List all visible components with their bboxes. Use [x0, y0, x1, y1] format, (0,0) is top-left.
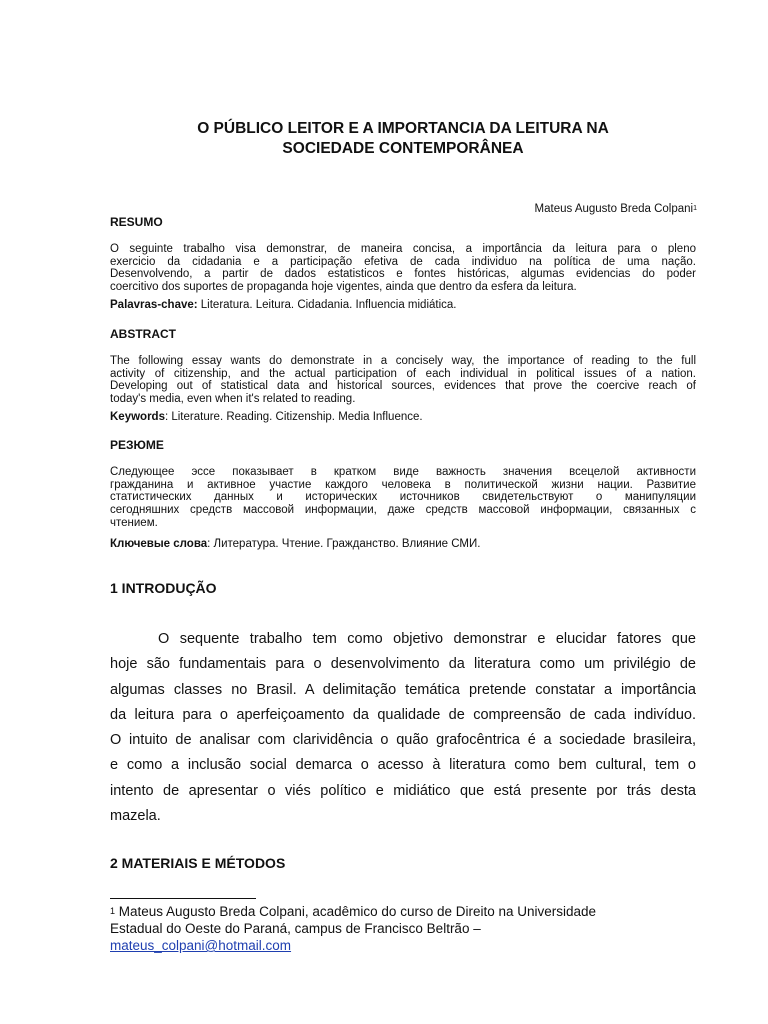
resumo-line: coercitivo dos suportes de propaganda hoje vigentes, ainda que dentro da esfera da leitura.: [110, 281, 577, 294]
resumo-line: exercicio da cidadania e a participação efetiva de cada individuo na política de uma nação.: [110, 255, 696, 268]
body-line: hoje são fundamentais para o desenvolvimento da literatura como um privilégio de: [110, 656, 696, 673]
footnote-text-1: Mateus Augusto Breda Colpani, acadêmico do curso de Direito na Universidade: [115, 904, 597, 919]
footnote-email-link[interactable]: mateus_colpani@hotmail.com: [110, 938, 292, 953]
footnote-line-3: [110, 937, 696, 954]
section-1-heading: 1 INTRODUÇÃO: [110, 580, 217, 596]
footnote-separator: [110, 898, 256, 899]
abstract-heading: ABSTRACT: [110, 327, 176, 341]
rezyume-line: чтением.: [110, 516, 158, 529]
author-footnote-mark[interactable]: 1: [693, 205, 697, 212]
resumo-line: O seguinte trabalho visa demonstrar, de maneira concisa, a importância da leitura para o pleno: [110, 243, 696, 255]
section-2-heading: 2 MATERIAIS E MÉTODOS: [110, 855, 286, 871]
resumo-keywords-text: Literatura. Leitura. Cidadania. Influencia midiática.: [197, 299, 457, 311]
resumo-body: [110, 243, 696, 294]
paper-title: [110, 119, 696, 159]
abstract-line: activity of citizenship, and the actual participation of each individual in political issues of a nation.: [110, 367, 696, 380]
body-line: O sequente trabalho tem como objetivo demonstrar e elucidar fatores que: [158, 631, 696, 647]
rezyume-body: [110, 466, 696, 530]
abstract-body: [110, 355, 696, 406]
author-text: Mateus Augusto Breda Colpani: [534, 203, 694, 215]
abstract-line: The following essay wants do demonstrate in a concisely way, the importance of reading to the full: [110, 355, 696, 367]
footnote-line-2: Estadual do Oeste do Paraná, campus de Francisco Beltrão –: [110, 921, 481, 936]
resumo-heading: RESUMO: [110, 215, 163, 229]
title-line-2: SOCIEDADE CONTEMPORÂNEA: [282, 140, 524, 157]
rezyume-keywords: [110, 538, 696, 551]
abstract-keywords: [110, 411, 696, 424]
rezyume-line: Следующее эссе показывает в кратком виде важность значения всецелой активности: [110, 466, 696, 478]
rezyume-line: статистических данных и исторических источников свидетельствуют о манипуляции: [110, 491, 696, 504]
abstract-line: today's media, even when it's related to reading.: [110, 393, 356, 406]
resumo-line: Desenvolvendo, a partir de dados estatisticos e fontes históricas, algumas evidencias do poder: [110, 268, 696, 281]
footnote-mark: 1: [110, 906, 116, 916]
footnote-line-1: [110, 903, 696, 920]
rezyume-keywords-label: Ключевые слова: [110, 538, 208, 550]
abstract-keywords-text: : Literature. Reading. Citizenship. Media Influence.: [164, 411, 423, 423]
body-line: da leitura para o aperfeiçoamento da qualidade de compreensão de cada indivíduo.: [110, 706, 696, 723]
title-line-1: O PÚBLICO LEITOR E A IMPORTANCIA DA LEITURA NA: [197, 120, 609, 137]
section-1-body: [110, 627, 696, 829]
rezyume-line: гражданина и активное участие каждого человека в политической жизни нации. Развитие: [110, 478, 696, 491]
body-line: O intuito de analisar com clarividência o quão grafocêntrica é a sociedade brasileira,: [110, 732, 696, 749]
rezyume-keywords-text: : Литература. Чтение. Гражданство. Влияние СМИ.: [207, 538, 481, 550]
resumo-keywords-label: Palavras-chave:: [110, 299, 198, 311]
abstract-line: Developing out of statistical data and historical sources, evidences that prove the coercive reach of: [110, 380, 696, 393]
rezyume-line: сегодняшних средств массовой информации, даже средств массовой информации, связанных с: [110, 504, 696, 517]
footnote: [110, 903, 696, 954]
abstract-keywords-label: Keywords: [110, 411, 165, 423]
author-name: [535, 202, 697, 216]
body-line: e como a inclusão social demarca o acesso à literatura como bem cultural, tem o: [110, 757, 696, 774]
body-line: algumas classes no Brasil. A delimitação temática pretende constatar a importância: [110, 681, 696, 698]
resumo-keywords: [110, 299, 696, 312]
body-line: mazela.: [110, 808, 161, 825]
body-line: intento de apresentar o viés político e midiático que está presente por trás desta: [110, 782, 696, 799]
rezyume-heading: РЕЗЮМЕ: [110, 438, 164, 452]
